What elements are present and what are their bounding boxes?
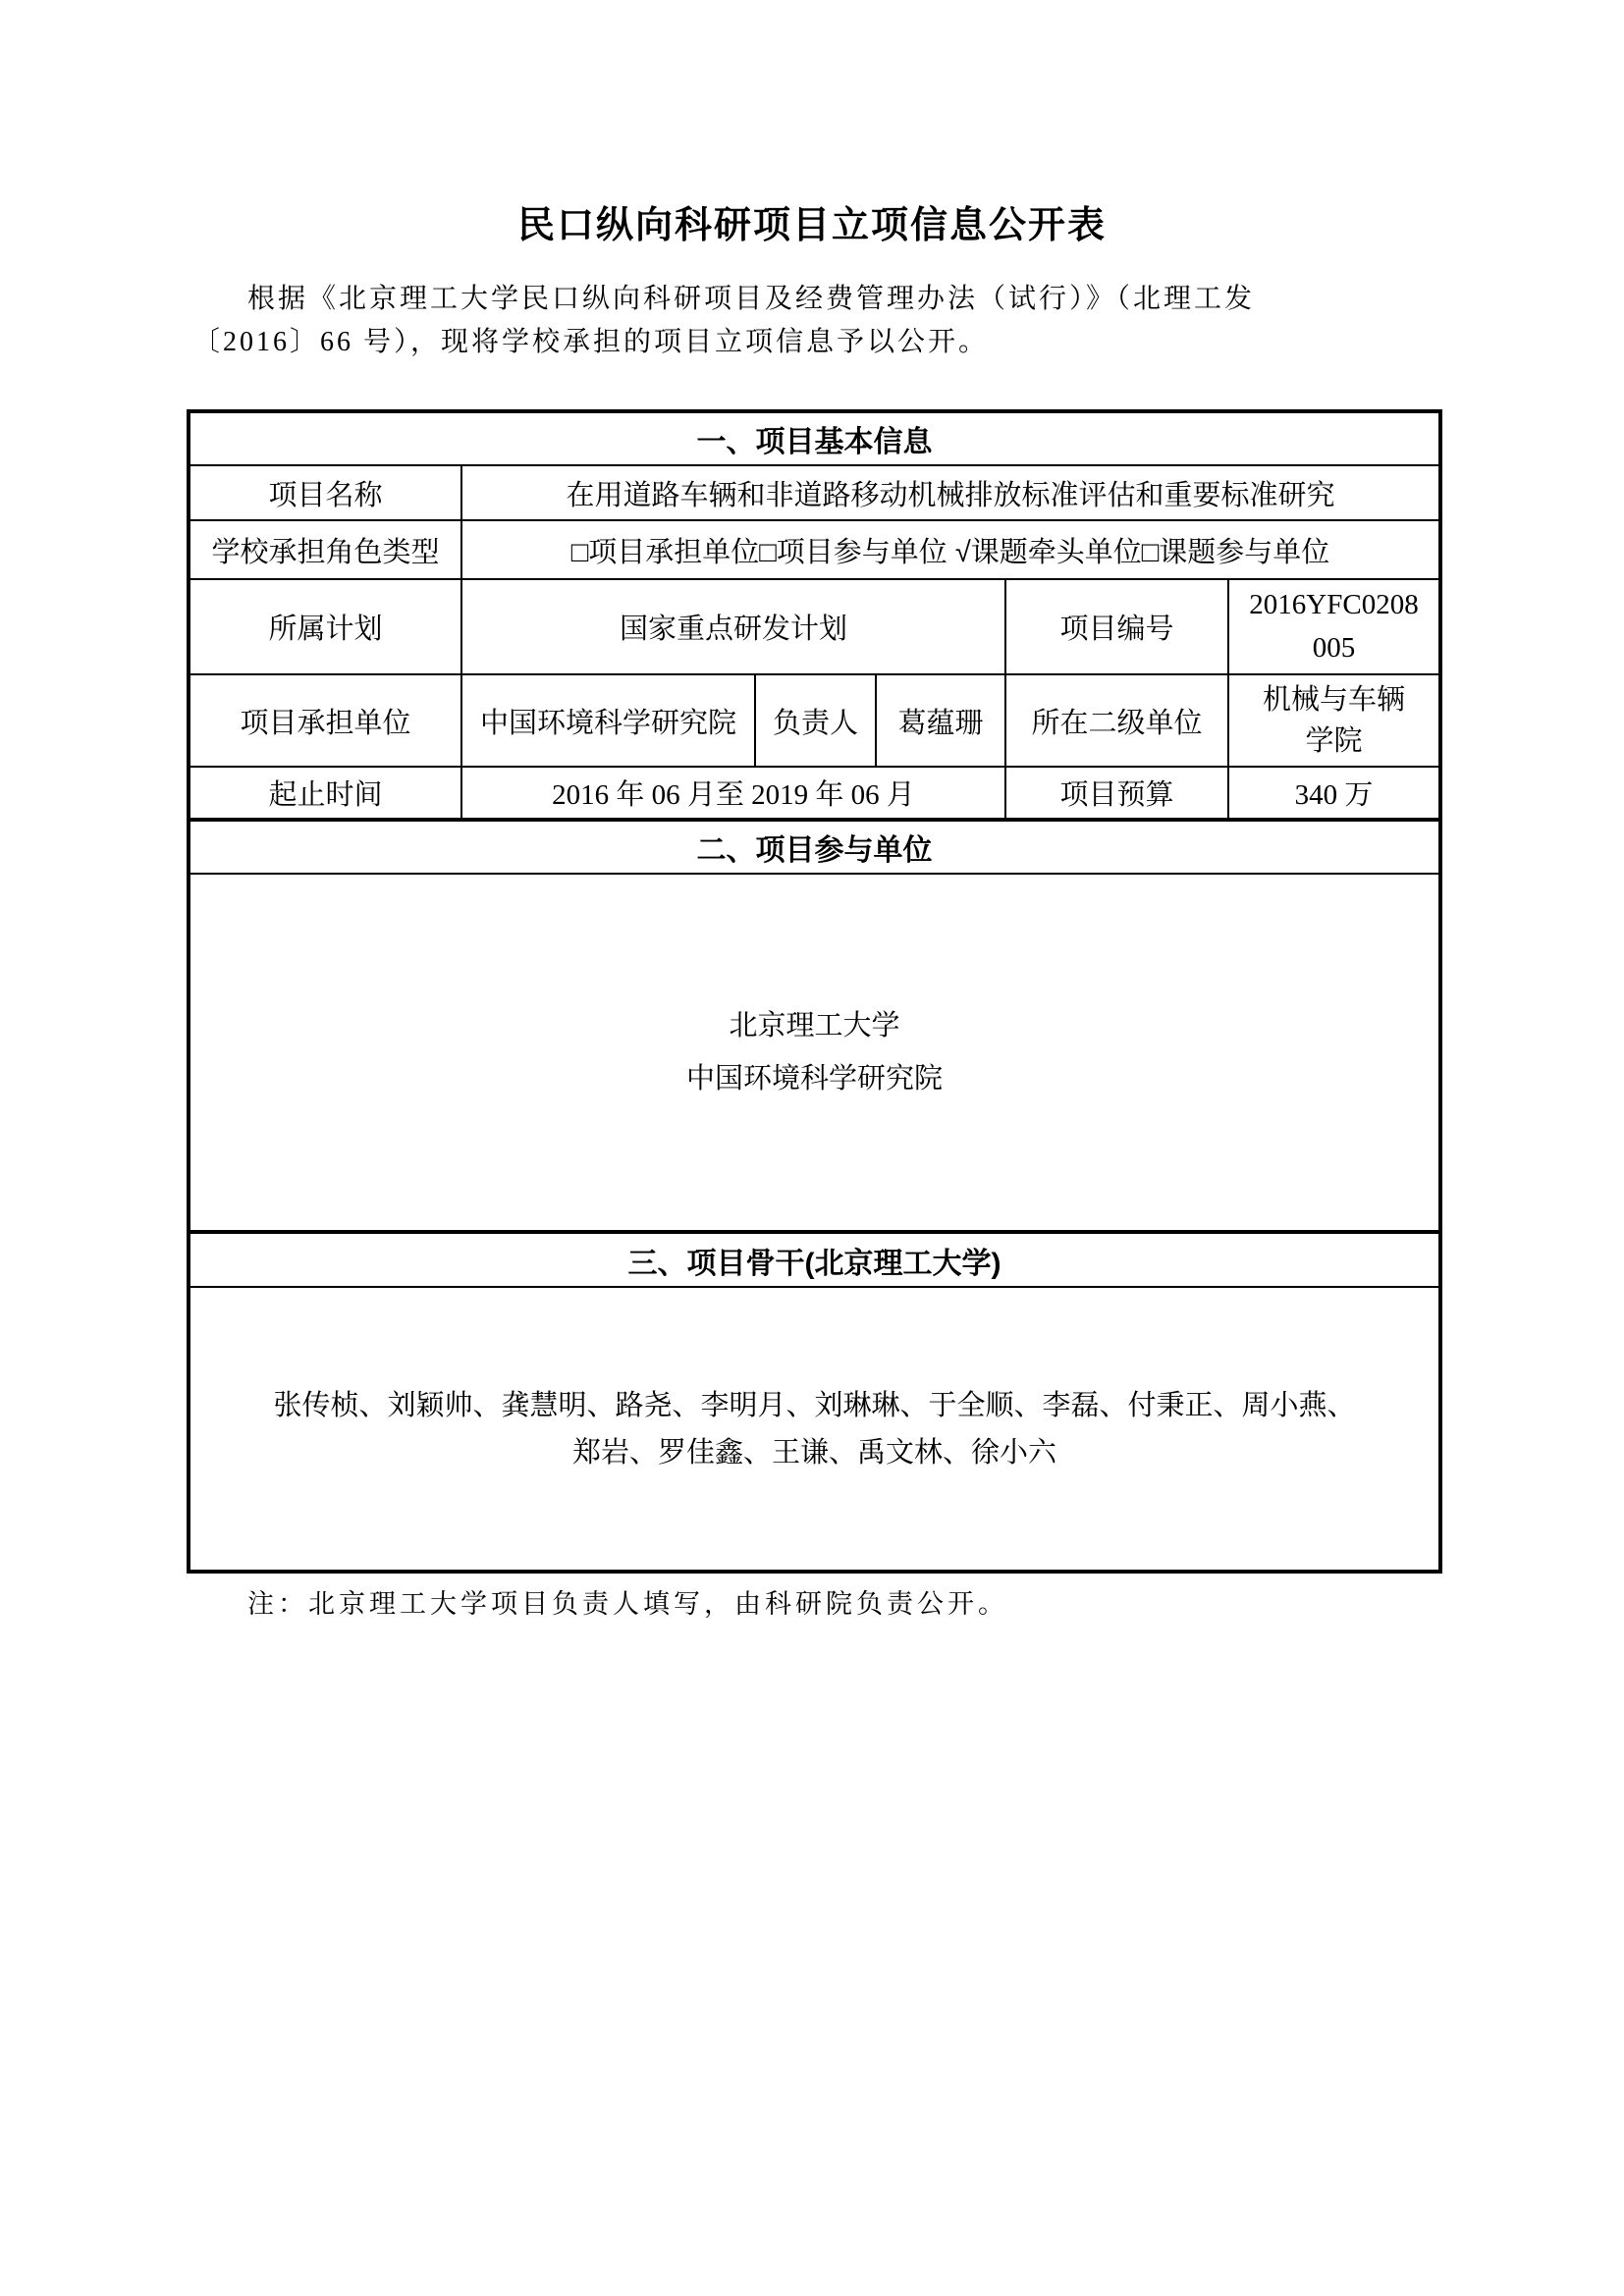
- secondary-unit-label: 所在二级单位: [1005, 674, 1228, 767]
- project-name-label: 项目名称: [189, 465, 461, 520]
- participating-unit-1: 北京理工大学: [729, 1010, 900, 1042]
- budget-label: 项目预算: [1005, 767, 1228, 820]
- participating-unit-2: 中国环境科学研究院: [686, 1063, 944, 1095]
- backbone-members-line-2: 郑岩、罗佳鑫、王谦、禹文林、徐小六: [572, 1436, 1057, 1468]
- project-info-table: [187, 409, 1442, 1574]
- participating-units-cell: [189, 874, 1440, 1232]
- intro-paragraph: [192, 278, 1351, 364]
- backbone-members-cell: [189, 1287, 1440, 1572]
- leader-value: 葛蕴珊: [876, 674, 1005, 767]
- budget-value: 340 万: [1228, 767, 1440, 820]
- role-type-checkbox-row: □项目承担单位□项目参与单位 √课题牵头单位□课题参与单位: [461, 520, 1440, 579]
- project-name-value: 在用道路车辆和非道路移动机械排放标准评估和重要标准研究: [461, 465, 1440, 520]
- section-participating-units-header: 二、项目参与单位: [189, 820, 1440, 874]
- leader-label: 负责人: [755, 674, 876, 767]
- secondary-unit-text: 机械与车辆学院: [1263, 684, 1406, 758]
- participating-units-list: [198, 999, 1431, 1105]
- section-basic-info-header: 一、项目基本信息: [189, 411, 1440, 465]
- plan-value: 国家重点研发计划: [461, 579, 1005, 674]
- duration-label: 起止时间: [189, 767, 461, 820]
- project-number-label: 项目编号: [1005, 579, 1228, 674]
- document-title: 民口纵向科研项目立项信息公开表: [516, 205, 1107, 246]
- project-number-value: [1228, 579, 1440, 674]
- duration-value: 2016 年 06 月至 2019 年 06 月: [461, 767, 1005, 820]
- role-type-label: 学校承担角色类型: [189, 520, 461, 579]
- undertaking-unit-label: 项目承担单位: [189, 674, 461, 767]
- undertaking-unit-value: 中国环境科学研究院: [461, 674, 755, 767]
- section-backbone-header: 三、项目骨干(北京理工大学): [189, 1232, 1440, 1287]
- intro-line-1: 根据《北京理工大学民口纵向科研项目及经费管理办法（试行）》（北理工发: [247, 284, 1256, 314]
- footnote: 注：北京理工大学项目负责人填写，由科研院负责公开。: [247, 1589, 1008, 1619]
- project-number-text: 2016YFC0208005: [1249, 589, 1419, 664]
- plan-label: 所属计划: [189, 579, 461, 674]
- secondary-unit-value: [1228, 674, 1440, 767]
- backbone-members-line-1: 张传桢、刘颖帅、龚慧明、路尧、李明月、刘琳琳、于全顺、李磊、付秉正、周小燕、: [273, 1389, 1356, 1421]
- intro-line-2: 〔2016〕66 号），现将学校承担的项目立项信息予以公开。: [192, 327, 990, 357]
